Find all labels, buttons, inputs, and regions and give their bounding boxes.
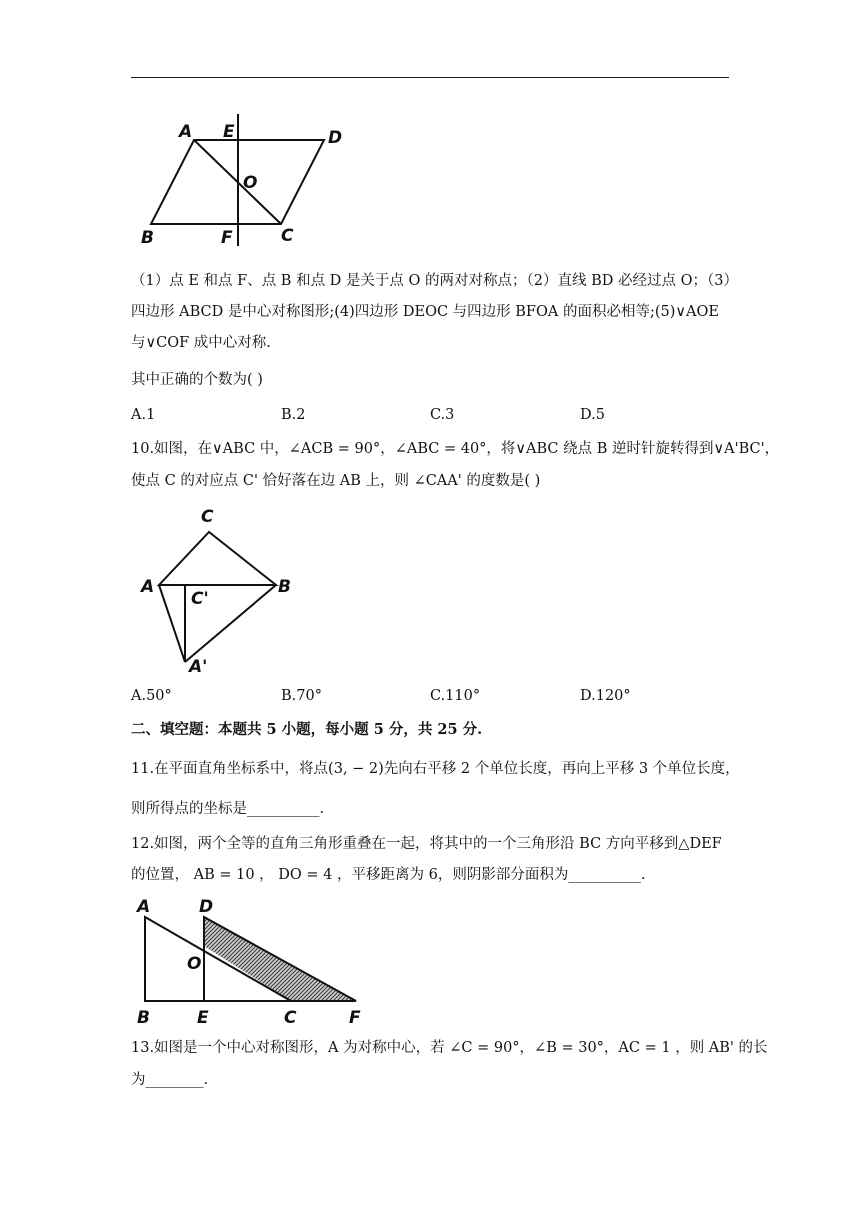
q9-choice-d[interactable]: D.5: [580, 407, 605, 423]
q9-statement-line-1: （1）点 E 和点 F、点 B 和点 D 是关于点 O 的两对对称点；（2）直线 BD 必经过点 O；（3）: [131, 273, 738, 289]
q10-question-line-1: 10.如图，在∨ABC 中，∠ACB = 90°，∠ABC = 40°，将∨ABC 绕点 B 逆时针旋转得到∨A'BC'，: [131, 441, 780, 457]
q9-label-o: O: [243, 173, 258, 193]
q9-parallelogram-figure: [131, 110, 361, 250]
q12-label-b: B: [137, 1008, 150, 1028]
q12-label-f: F: [349, 1008, 361, 1028]
q10-rotation-figure: [131, 500, 311, 680]
q10-question-line-2: 使点 C 的对应点 C' 恰好落在边 AB 上，则 ∠CAA' 的度数是( ): [131, 473, 541, 489]
q10-label-c: C: [201, 507, 214, 527]
q10-choice-d[interactable]: D.120°: [580, 688, 631, 704]
header-rule: [131, 77, 729, 78]
section-2-title: 二、填空题：本题共 5 小题，每小题 5 分，共 25 分.: [131, 721, 483, 738]
q13-question-line-1: 13.如图是一个中心对称图形，A 为对称中心，若 ∠C = 90°，∠B = 30°，AC = 1 ，则 AB' 的长: [131, 1040, 768, 1056]
q12-label-o: O: [187, 954, 202, 974]
q9-statement-line-3: 与∨COF 成中心对称.: [131, 335, 271, 351]
q12-label-c: C: [284, 1008, 297, 1028]
q9-label-c: C: [281, 226, 294, 246]
q10-label-a: A: [141, 577, 155, 597]
q10-choice-a[interactable]: A.50°: [131, 688, 172, 704]
q10-label-a-prime: A': [189, 657, 208, 677]
q9-label-a: A: [179, 122, 193, 142]
q12-label-e: E: [197, 1008, 209, 1028]
q11-question-line-2: 则所得点的坐标是__________.: [131, 801, 325, 817]
q10-choice-b[interactable]: B.70°: [281, 688, 322, 704]
q12-question-line-2: 的位置， AB = 10 ， DO = 4 ，平移距离为 6，则阴影部分面积为__________.: [131, 867, 646, 883]
q12-question-line-1: 12.如图，两个全等的直角三角形重叠在一起，将其中的一个三角形沿 BC 方向平移到△DEF: [131, 836, 722, 852]
q13-question-line-2: 为________.: [131, 1072, 209, 1088]
q9-label-b: B: [141, 228, 154, 248]
q9-choice-c[interactable]: C.3: [430, 407, 455, 423]
q9-choice-a[interactable]: A.1: [131, 407, 156, 423]
q9-label-f: F: [221, 228, 233, 248]
q9-choice-b[interactable]: B.2: [281, 407, 306, 423]
q9-label-e: E: [223, 122, 235, 142]
q12-label-d: D: [199, 897, 214, 917]
q12-translation-figure: [131, 895, 371, 1030]
q10-label-b: B: [278, 577, 291, 597]
q11-question-line-1: 11.在平面直角坐标系中，将点(3, − 2)先向右平移 2 个单位长度，再向上平移 3 个单位长度，: [131, 761, 740, 777]
q12-label-a: A: [137, 897, 151, 917]
q10-label-c-prime: C': [191, 589, 209, 609]
q9-prompt: 其中正确的个数为( ): [131, 372, 263, 388]
q9-label-d: D: [328, 128, 343, 148]
q10-choice-c[interactable]: C.110°: [430, 688, 481, 704]
q9-statement-line-2: 四边形 ABCD 是中心对称图形;(4)四边形 DEOC 与四边形 BFOA 的面积必相等;(5)∨AOE: [131, 304, 719, 320]
